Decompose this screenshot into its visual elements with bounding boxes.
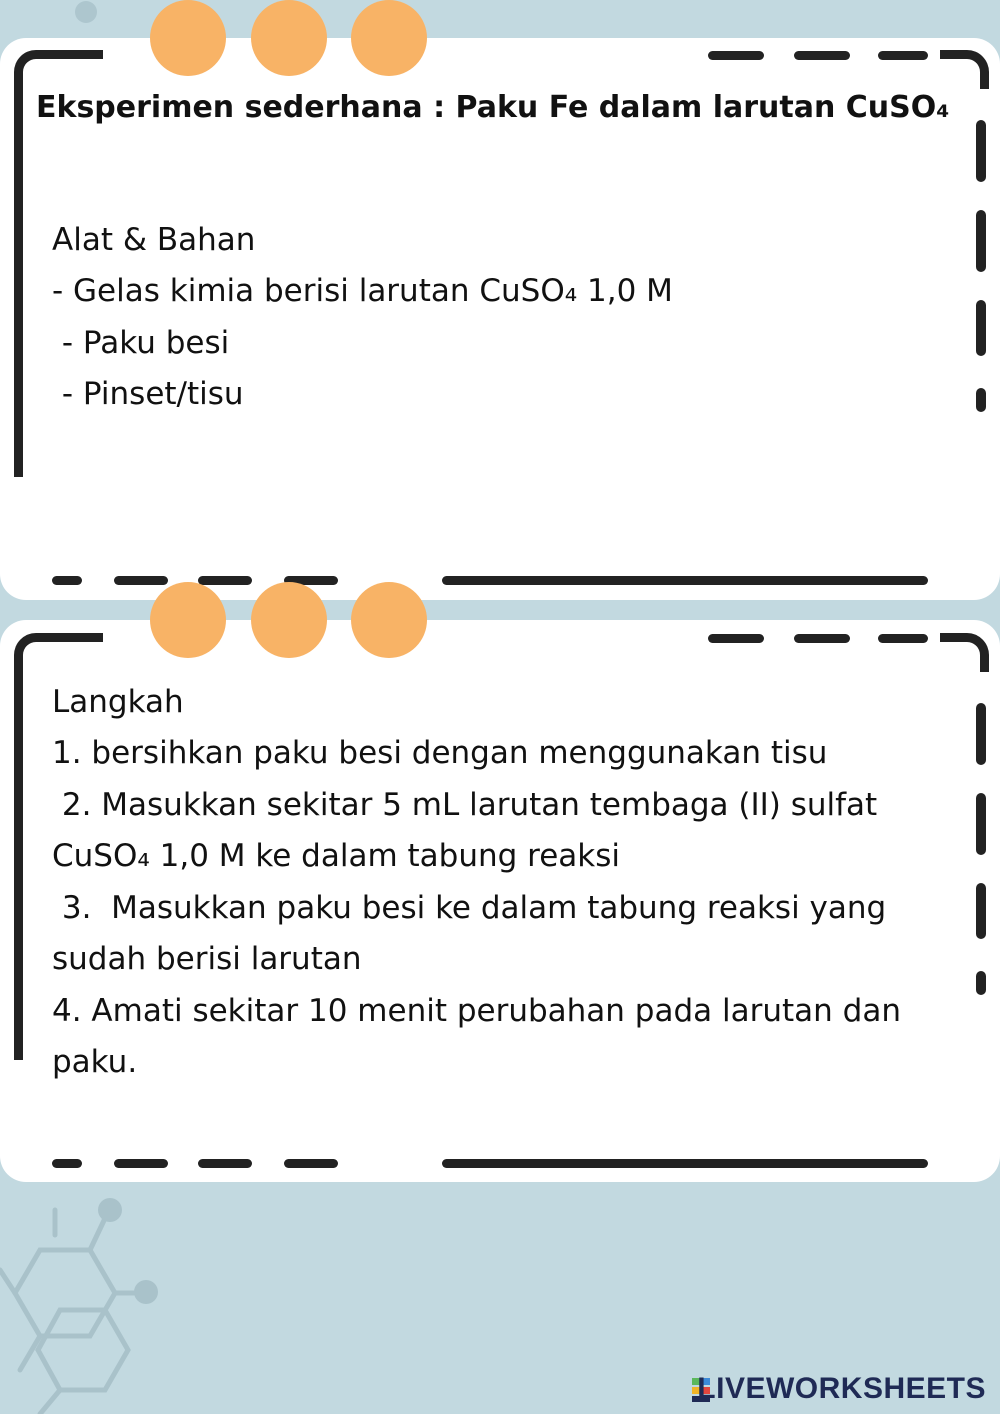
frame-dash <box>198 1159 252 1168</box>
accent-dot <box>251 0 327 76</box>
frame-dash <box>976 793 986 855</box>
molecule-decoration-icon <box>0 1190 180 1414</box>
accent-dot <box>150 0 226 76</box>
frame-bracket-right-top <box>940 50 989 89</box>
frame-dash <box>976 703 986 765</box>
frame-dash <box>114 576 168 585</box>
liveworksheets-logo[interactable]: LIVEWORKSHEETS <box>697 1372 986 1405</box>
molecule-decoration-top-icon <box>0 0 120 40</box>
step-line: 3. Masukkan paku besi ke dalam tabung reaksi yang <box>52 890 887 926</box>
materials-item: - Gelas kimia berisi larutan CuSO₄ 1,0 M <box>52 273 673 309</box>
frame-dash <box>708 51 764 60</box>
frame-dash <box>878 51 928 60</box>
frame-dash <box>52 576 82 585</box>
frame-dash <box>976 971 986 995</box>
frame-bracket-right-top <box>940 633 989 672</box>
step-line: 1. bersihkan paku besi dengan menggunakan tisu <box>52 735 828 771</box>
frame-dash <box>976 210 986 272</box>
materials-item: - Pinset/tisu <box>52 376 244 412</box>
step-line: 4. Amati sekitar 10 menit perubahan pada larutan dan <box>52 993 901 1029</box>
frame-line <box>442 576 928 585</box>
frame-dash <box>976 388 986 412</box>
frame-dash <box>198 576 252 585</box>
accent-dot <box>150 582 226 658</box>
frame-dash <box>794 51 850 60</box>
frame-line <box>442 1159 928 1168</box>
frame-dash <box>976 300 986 356</box>
accent-dot <box>251 582 327 658</box>
frame-dash <box>976 120 986 182</box>
frame-dash <box>708 634 764 643</box>
accent-dot <box>351 582 427 658</box>
frame-dash <box>52 1159 82 1168</box>
materials-heading: Alat & Bahan <box>52 222 256 258</box>
frame-dash <box>878 634 928 643</box>
step-line: sudah berisi larutan <box>52 941 362 977</box>
frame-dash <box>284 1159 338 1168</box>
frame-dash <box>114 1159 168 1168</box>
step-line: 2. Masukkan sekitar 5 mL larutan tembaga (II) sulfat <box>52 787 878 823</box>
materials-item: - Paku besi <box>52 325 230 361</box>
step-line: paku. <box>52 1044 138 1080</box>
frame-dash <box>794 634 850 643</box>
frame-dash <box>976 883 986 939</box>
step-line: CuSO₄ 1,0 M ke dalam tabung reaksi <box>52 838 621 874</box>
page-title: Eksperimen sederhana : Paku Fe dalam larutan CuSO₄ <box>36 90 950 125</box>
steps-heading: Langkah <box>52 684 184 720</box>
accent-dot <box>351 0 427 76</box>
